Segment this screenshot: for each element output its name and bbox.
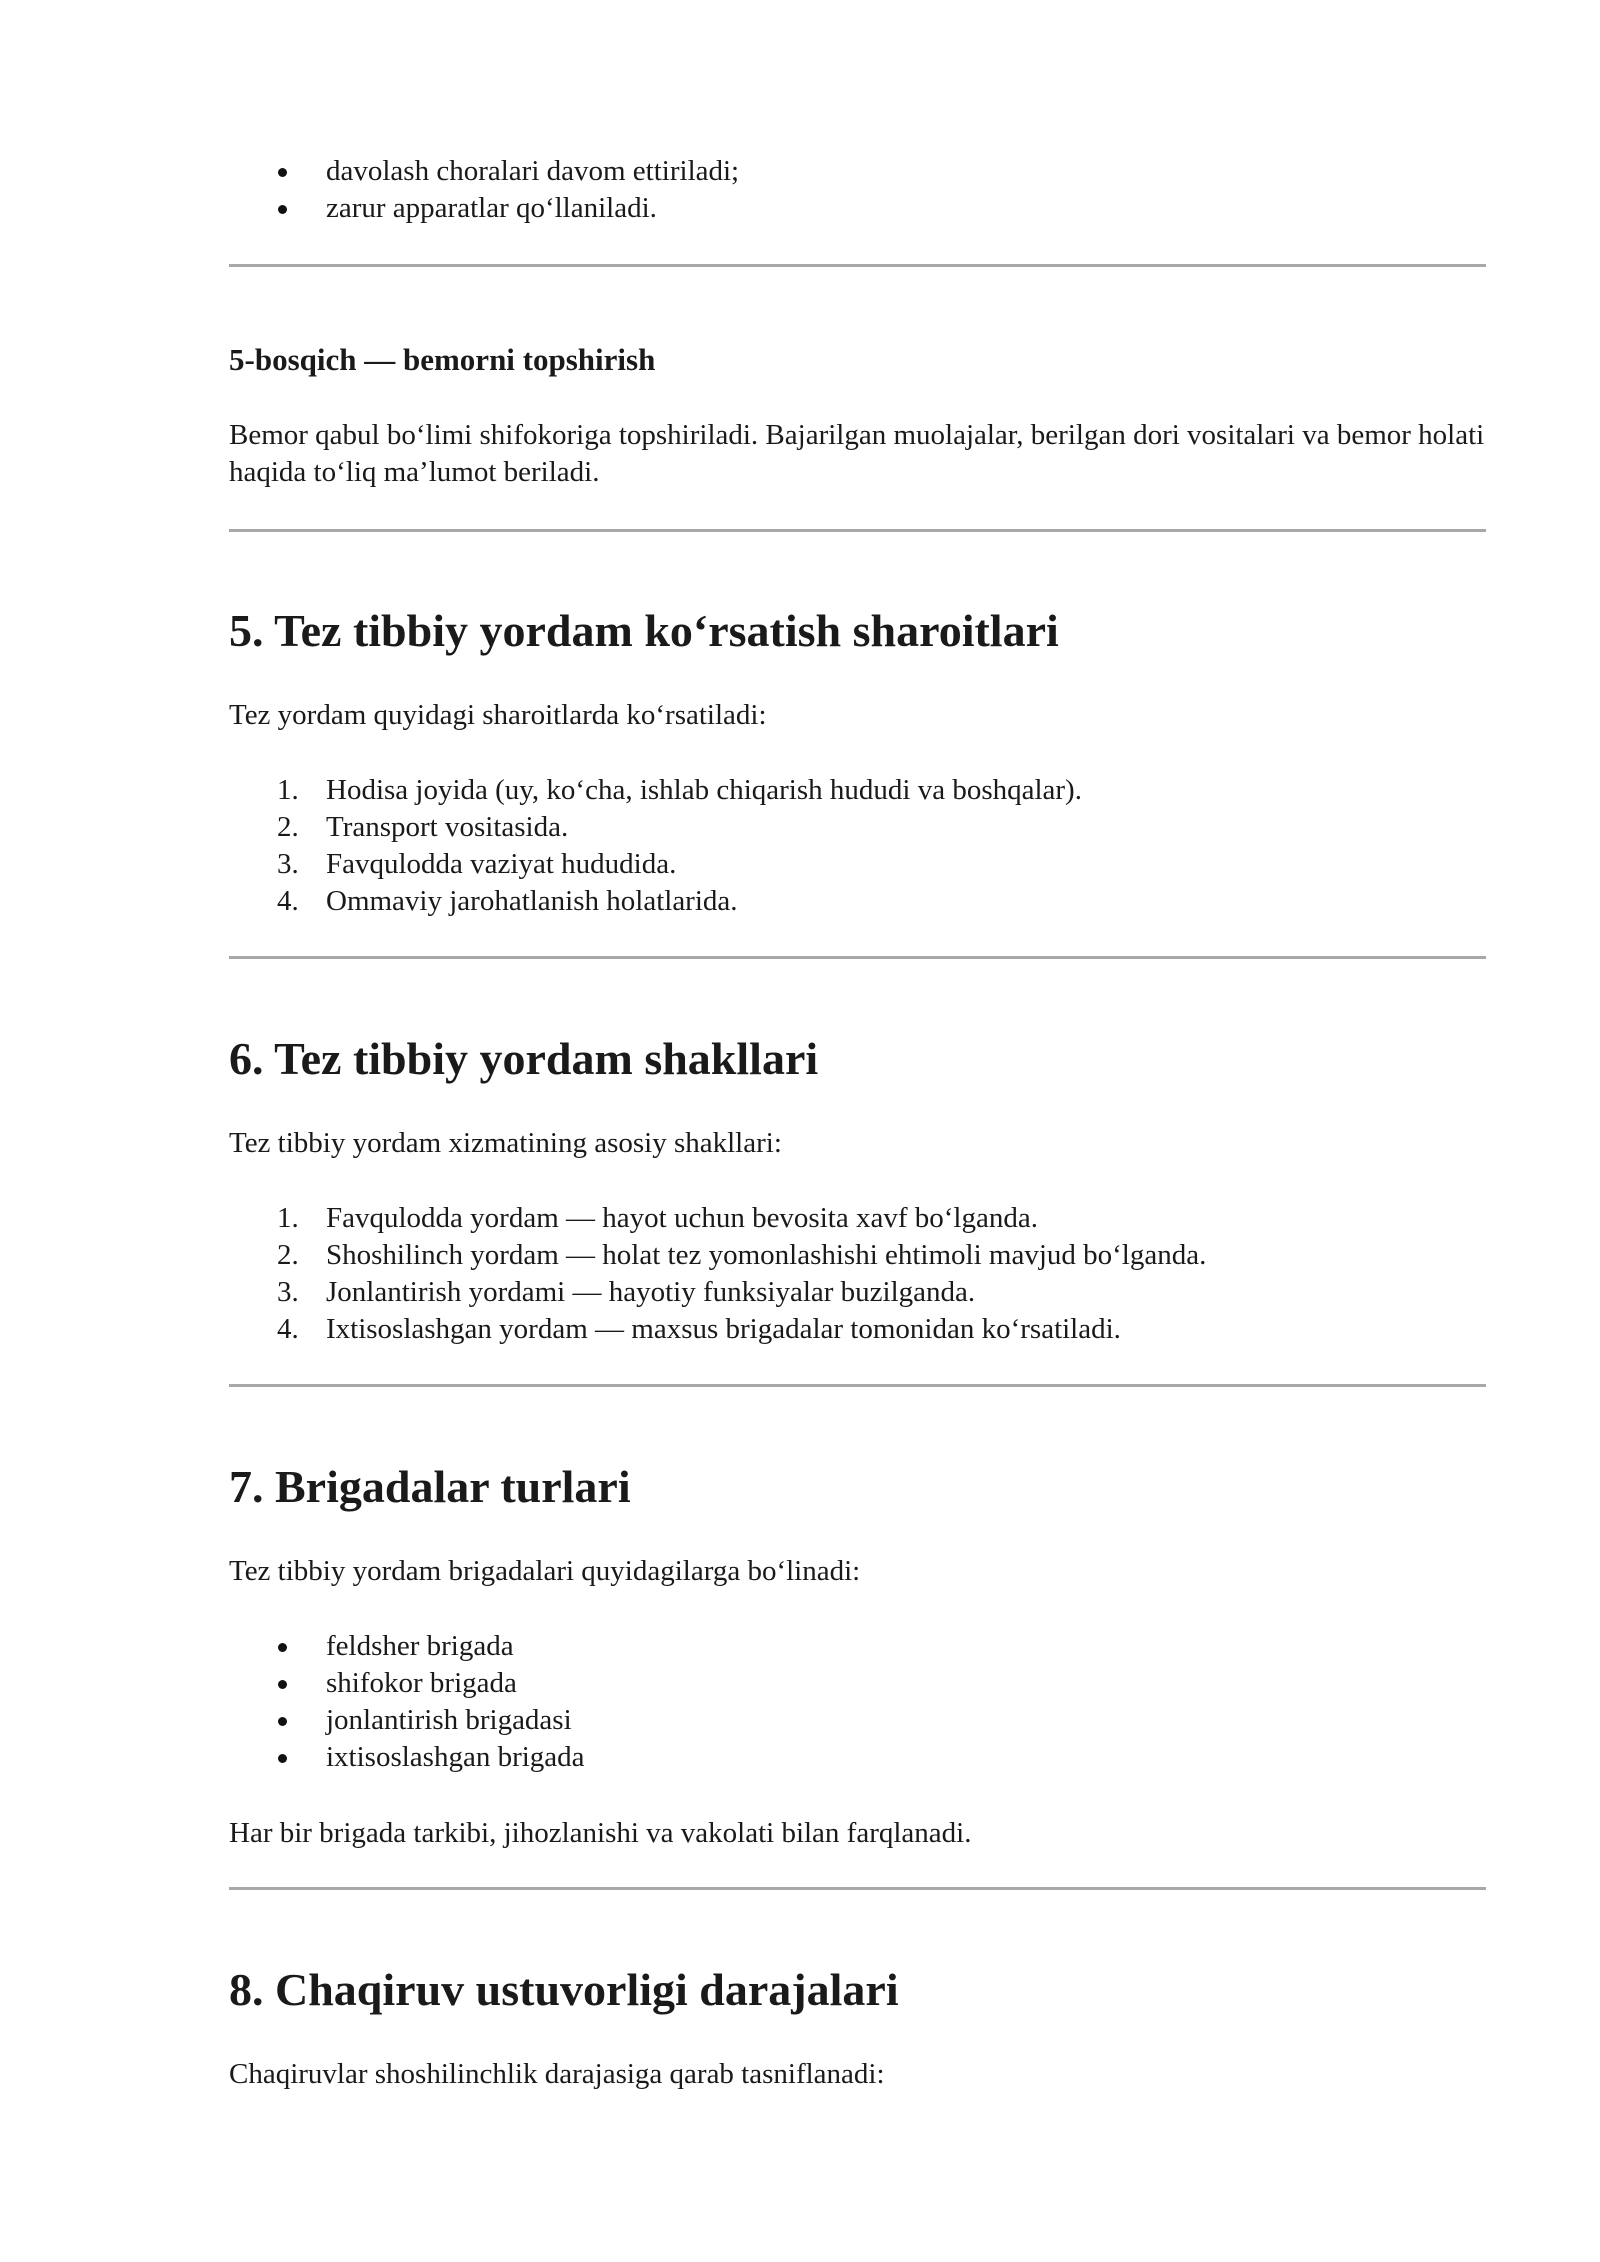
divider [229,529,1486,532]
list-item: 1. Hodisa joyida (uy, ko‘cha, ishlab chiqarish hududi va boshqalar). [277,774,1082,806]
list-item: davolash choralari davom ettiriladi; [229,153,1486,190]
list-item: 4. Ommaviy jarohatlanish holatlarida. [277,885,738,917]
section-intro: Tez tibbiy yordam brigadalari quyidagilarga bo‘linadi: [229,1555,861,1587]
numbered-list [229,772,1486,920]
section-heading: 6. Tez tibbiy yordam shakllari [229,1033,819,1084]
divider [229,1887,1486,1890]
section-heading: 5. Tez tibbiy yordam ko‘rsatish sharoitlari [229,605,1059,656]
section-heading: 7. Brigadalar turlari [229,1461,631,1512]
list-item: 2. Shoshilinch yordam — holat tez yomonlashishi ehtimoli mavjud bo‘lganda. [277,1239,1207,1271]
bullet-icon [278,205,287,214]
bullet-icon [278,1680,287,1689]
section-outro: Har bir brigada tarkibi, jihozlanishi va vakolati bilan farqlanadi. [229,1817,972,1849]
list-item: zarur apparatlar qo‘llaniladi. [229,190,1486,227]
section-intro: Chaqiruvlar shoshilinchlik darajasiga qarab tasniflanadi: [229,2058,885,2090]
numbered-list [229,1200,1486,1348]
step-heading: 5-bosqich — bemorni topshirish [229,342,656,377]
section-intro: Tez yordam quyidagi sharoitlarda ko‘rsatiladi: [229,699,767,731]
bullet-list [229,1628,1486,1776]
bullet-icon [278,1643,287,1652]
bullet-icon [278,168,287,177]
section-intro: Tez tibbiy yordam xizmatining asosiy shakllari: [229,1127,782,1159]
divider [229,1384,1486,1387]
bullet-icon [278,1754,287,1763]
step-paragraph: Bemor qabul bo‘limi shifokoriga topshiriladi. Bajarilgan muolajalar, berilgan dori vositalari va bemor holati haqida to‘liq ma’lumot beriladi. [229,419,1485,488]
list-item: 3. Favqulodda vaziyat hududida. [277,848,677,880]
list-item: 4. Ixtisoslashgan yordam — maxsus brigadalar tomonidan ko‘rsatiladi. [277,1313,1121,1345]
section-heading: 8. Chaqiruv ustuvorligi darajalari [229,1964,899,2015]
divider [229,956,1486,959]
list-item: feldsher brigada [229,1628,1486,1665]
bullet-icon [278,1717,287,1726]
top-bullet-list [229,153,1486,227]
divider [229,264,1486,267]
list-item: 2. Transport vositasida. [277,811,569,843]
list-item: shifokor brigada [229,1665,1486,1702]
list-item: 3. Jonlantirish yordami — hayotiy funksiyalar buzilganda. [277,1276,976,1308]
list-item: 1. Favqulodda yordam — hayot uchun bevosita xavf bo‘lganda. [277,1202,1038,1234]
list-item: jonlantirish brigadasi [229,1702,1486,1739]
list-item: ixtisoslashgan brigada [229,1739,1486,1776]
